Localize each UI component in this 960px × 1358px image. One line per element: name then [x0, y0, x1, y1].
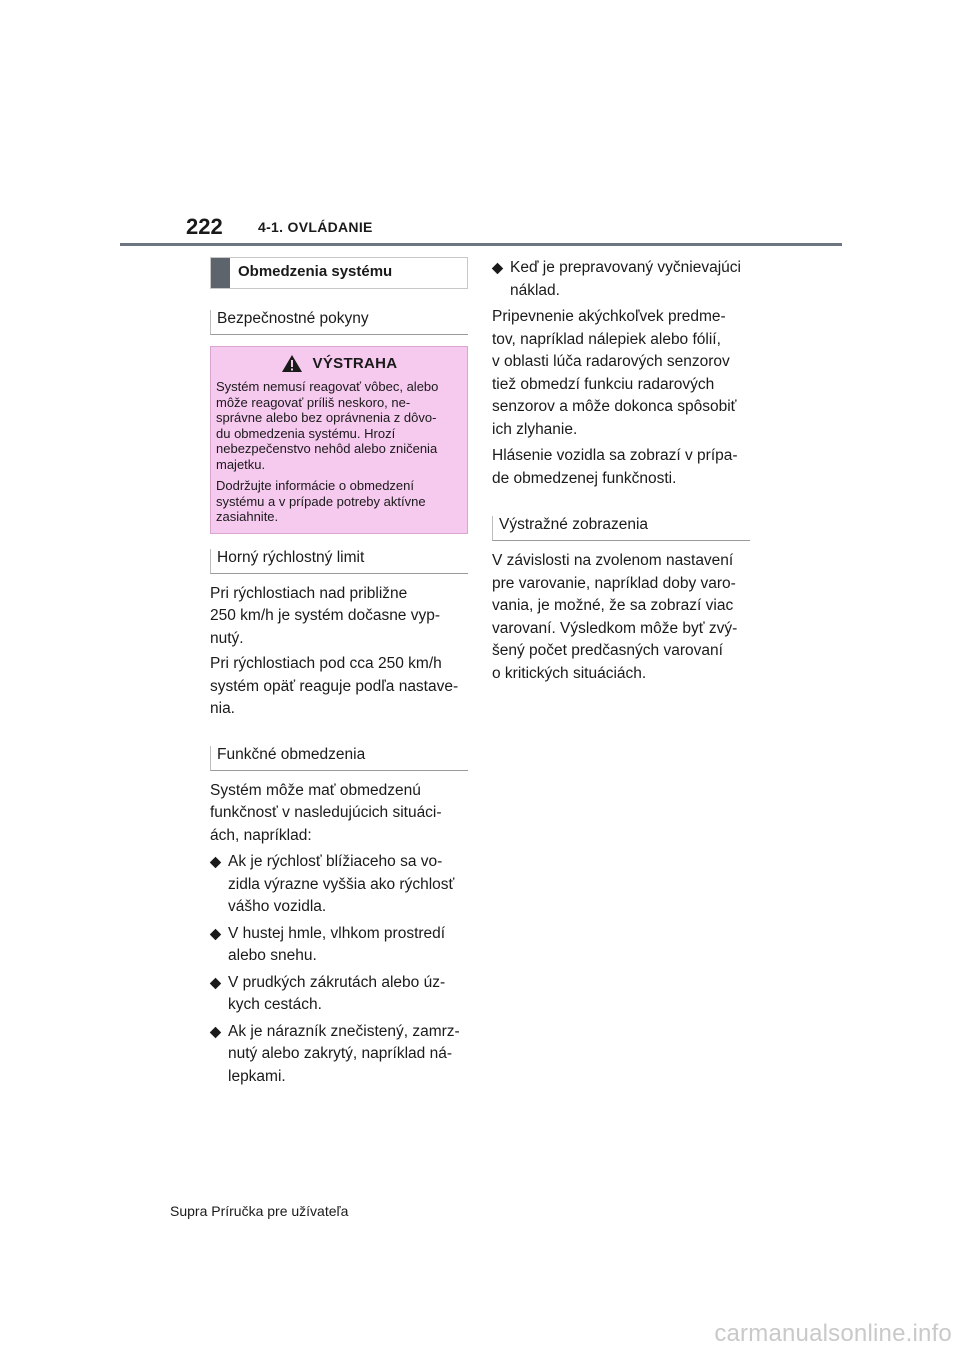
right-column — [492, 257, 750, 685]
warning-box — [210, 346, 468, 534]
list-item: Keď je prepravovaný vyčnievajúci náklad. — [492, 257, 750, 302]
sticker-paragraph: Pripevnenie akýchkoľvek predme- tov, napríklad nálepiek alebo fólií, v oblasti lúča radarových senzorov tiež obmedzí funkciu radarových senzorov a môže dokonca spôsobiť ich zlyhanie. — [492, 308, 737, 438]
section-title: Obmedzenia systému — [238, 263, 393, 280]
safety-heading: Bezpečnostné pokyny — [210, 310, 468, 335]
list-item: Ak je nárazník znečistený, zamrz- nutý alebo zakrytý, napríklad ná- lepkami. — [210, 1021, 468, 1089]
page-number: 222 — [186, 214, 223, 239]
warning-displays-paragraph: V závislosti na zvolenom nastavení pre varovanie, napríklad doby varo- vania, je možné, že sa zobrazí viac varovaní. Výsledkom môže byť zvý- šený počet predčasných varovaní o kritických situáciách. — [492, 552, 738, 682]
section-header — [210, 257, 468, 289]
footer-text: Supra Príručka pre užívateľa — [170, 1203, 349, 1219]
warning-title-row — [216, 347, 462, 379]
list-item: V hustej hmle, vlhkom prostredí alebo snehu. — [210, 923, 468, 968]
warning-triangle-icon — [281, 354, 303, 373]
speed-paragraph-2: Pri rýchlostiach pod cca 250 km/h systém opäť reaguje podľa nastave- nia. — [210, 655, 459, 717]
speed-limit-heading: Horný rýchlostný limit — [210, 549, 468, 574]
warning-text-1: Systém nemusí reagovať vôbec, alebo môže reagovať príliš neskoro, ne- správne alebo bez oprávnenia z dôvo- du obmedzenia systému. Hrozí nebezpečenstvo nehôd alebo zničenia majetku. — [216, 379, 439, 472]
speed-paragraph-1: Pri rýchlostiach nad približne 250 km/h je systém dočasne vyp- nutý. — [210, 584, 441, 647]
warning-text-2: Dodržujte informácie o obmedzení systému a v prípade potreby aktívne zasiahnite. — [216, 478, 426, 524]
chapter-title: 4-1. OVLÁDANIE — [258, 219, 373, 235]
left-column — [210, 257, 468, 1088]
header-rule — [120, 243, 842, 246]
section-marker — [211, 258, 230, 288]
warning-displays-heading: Výstražné zobrazenia — [492, 516, 750, 541]
list-item: V prudkých zákrutách alebo úz- kych cestách. — [210, 972, 468, 1017]
function-limits-heading: Funkčné obmedzenia — [210, 746, 468, 771]
watermark-link[interactable]: carmanualsonline.info — [714, 1320, 952, 1347]
warning-title: VÝSTRAHA — [312, 354, 398, 372]
list-item: Ak je rýchlosť blížiaceho sa vo- zidla výrazne vyššia ako rýchlosť vášho vozidla. — [210, 851, 468, 919]
vehicle-message-paragraph: Hlásenie vozidla sa zobrazí v prípa- de obmedzenej funkčnosti. — [492, 447, 738, 487]
function-intro: Systém môže mať obmedzenú funkčnosť v nasledujúcich situáci- ách, napríklad: — [210, 781, 442, 844]
